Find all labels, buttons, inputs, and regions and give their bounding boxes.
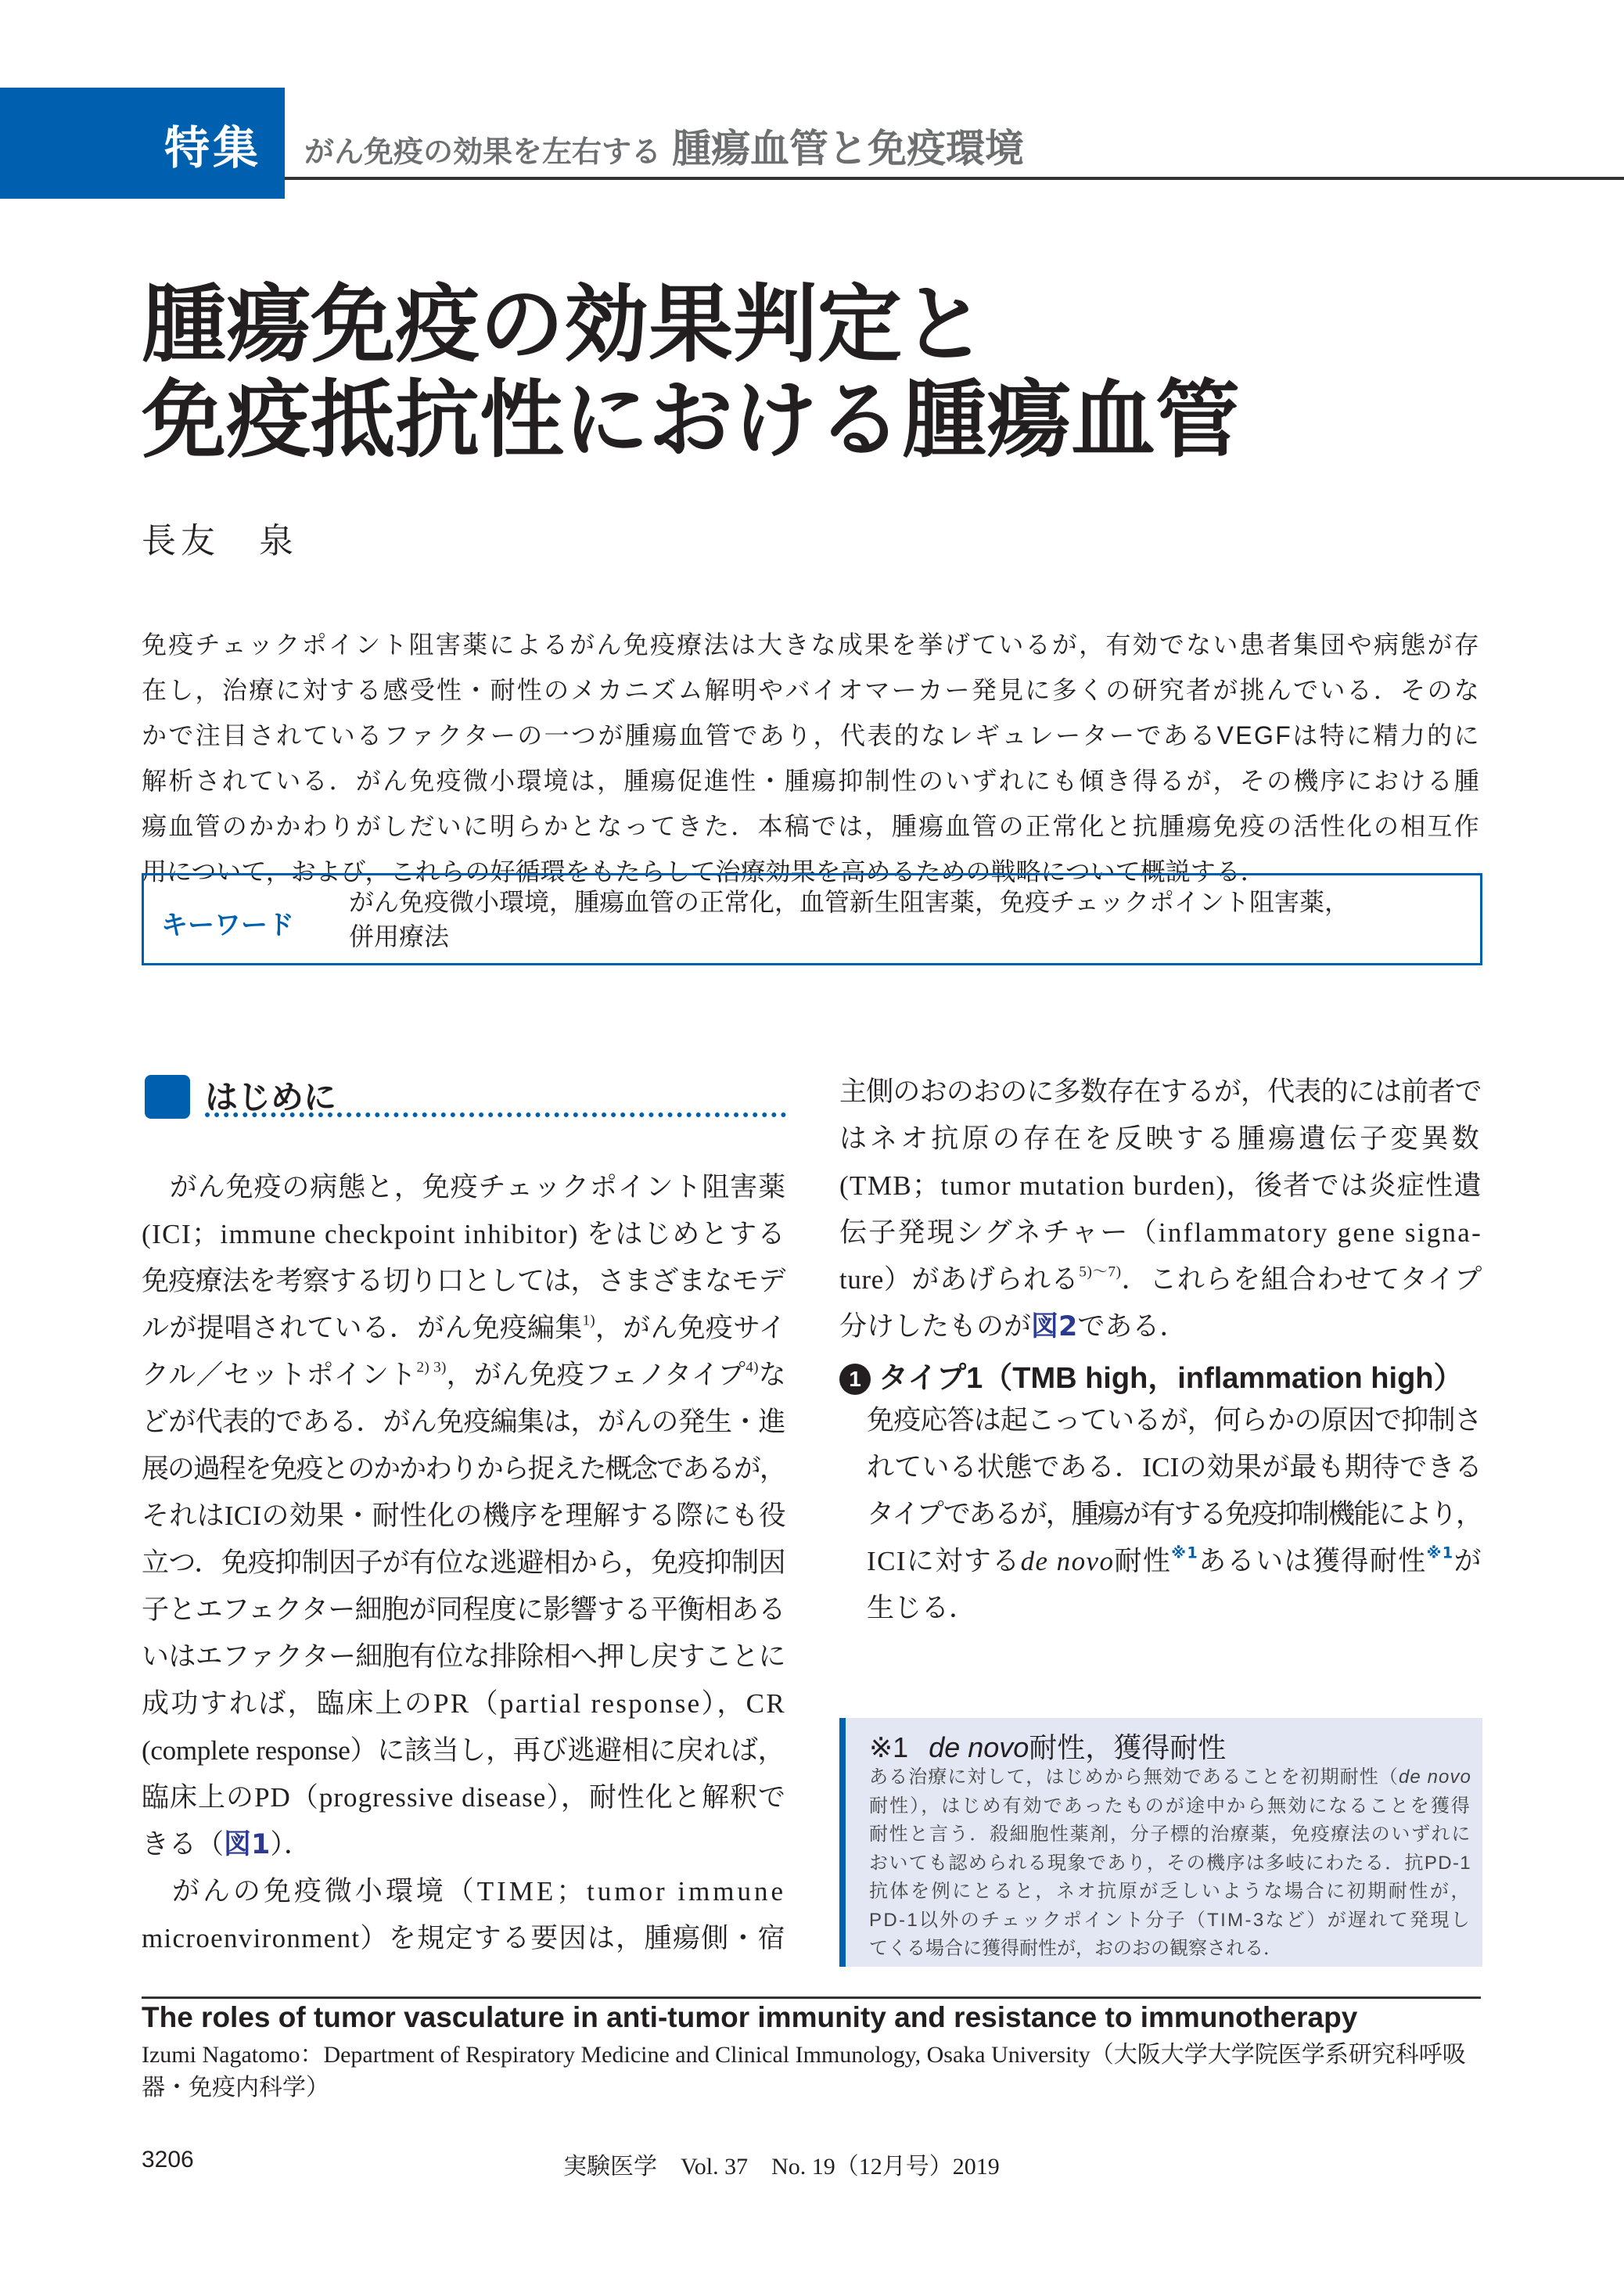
- text-segment: 生じる．: [867, 1593, 977, 1623]
- text-segment: 抗体を例にとると，ネオ抗原が乏しいような場合に初期耐性が，: [869, 1881, 1472, 1902]
- text-segment: (complete response）に該当し，再び逃避相に戻れば，: [142, 1735, 785, 1766]
- text-segment: microenvironment）を規定する要因は，腫瘍側・宿: [142, 1923, 786, 1953]
- type1-body: [867, 1397, 1482, 1632]
- page-number: 3206: [142, 2147, 194, 2173]
- text-line: [869, 1792, 1471, 1821]
- reference-superscript: 5)〜7): [1079, 1263, 1122, 1281]
- footer-rule: [142, 1996, 1481, 1999]
- english-title: The roles of tumor vasculature in anti-tumor immunity and resistance to immunotherapy: [142, 2001, 1358, 2033]
- section-heading-intro: はじめに: [205, 1078, 337, 1116]
- keywords-box: [142, 873, 1482, 965]
- text-segment: ルが提唱されている．がん免疫編集: [142, 1313, 583, 1343]
- text-line: [867, 1585, 1482, 1632]
- footnote-accent-bar: [839, 1718, 846, 1967]
- header-rule: [285, 177, 1624, 180]
- text-line: [142, 713, 1481, 758]
- text-segment: である．: [1077, 1311, 1187, 1342]
- text-segment: ．これらを組合わせてタイプ: [1121, 1264, 1482, 1295]
- text-segment: ，がん免疫フェノタイプ: [446, 1360, 746, 1390]
- article-title: [142, 278, 1240, 469]
- text-segment: 在し，治療に対する感受性・耐性のメカニズム解明やバイオマーカー発見に多くの研究者が挑んでいる．そのな: [142, 676, 1482, 704]
- reference-superscript: 1): [582, 1312, 595, 1329]
- text-line: [142, 1540, 786, 1587]
- text-segment: が: [1453, 1546, 1482, 1576]
- text-line: [142, 1399, 786, 1446]
- author: 長友 泉: [142, 521, 298, 561]
- text-segment: きる（: [142, 1829, 225, 1860]
- reference-superscript: 2) 3): [416, 1359, 447, 1376]
- text-segment: 展の過程を免疫とのかかわりから捉えた概念であるが，: [142, 1454, 785, 1484]
- text-segment: どが代表的である．がん免疫編集は，がんの発生・進: [142, 1407, 785, 1437]
- text-segment: 解析されている．がん免疫微小環境は，腫瘍促進性・腫瘍抑制性のいずれにも傾き得るが，その機序における腫: [142, 767, 1482, 795]
- title-line-2: 免疫抵抗性における腫瘍血管: [142, 372, 1241, 469]
- text-segment: かで注目されているファクターの一つが腫瘍血管であり，代表的なレギュレーターであるVEGFは特に精力的に: [142, 721, 1481, 749]
- italic-term: de novo: [1020, 1546, 1115, 1576]
- feature-band: [0, 88, 285, 199]
- text-segment: おいても認められる現象であり，その機序は多岐にわたる．抗PD-1: [869, 1852, 1472, 1874]
- text-line: [142, 667, 1481, 713]
- footnote-title: [869, 1726, 1226, 1766]
- subheading-type1: [839, 1353, 1464, 1396]
- footnote-box: [839, 1718, 1482, 1967]
- figure-reference-link[interactable]: 図2: [1031, 1311, 1078, 1342]
- text-line: [869, 1935, 1471, 1964]
- series-subtitle: がん免疫の効果を左右する: [304, 135, 662, 169]
- text-line: [142, 1164, 786, 1211]
- keywords-label: キーワード: [161, 910, 294, 941]
- note-marker: ※1: [1426, 1544, 1454, 1562]
- text-line: [867, 1397, 1482, 1444]
- footnote-title-rest: 耐性，獲得耐性: [1029, 1731, 1227, 1763]
- body-right-column: [839, 1069, 1482, 1350]
- text-segment: がん免疫の病態と，免疫チェックポイント阻害薬: [142, 1172, 787, 1202]
- text-line: [142, 1446, 786, 1493]
- text-line: [142, 1352, 786, 1399]
- text-segment: はネオ抗原の存在を反映する腫瘍遺伝子変異数: [839, 1123, 1482, 1154]
- text-line: [142, 1587, 786, 1633]
- text-segment: (ICI；immune checkpoint inhibitor) をはじめとする: [142, 1219, 786, 1249]
- body-left-column: [142, 1164, 786, 1962]
- text-segment: 臨床上のPD（progressive disease），耐性化と解釈で: [142, 1782, 787, 1813]
- text-segment: あるいは獲得耐性: [1198, 1546, 1427, 1576]
- feature-label: 特集: [163, 121, 261, 174]
- text-line: [142, 1727, 786, 1774]
- journal-citation: 実験医学 Vol. 37 No. 19（12月号）2019: [563, 2154, 1000, 2180]
- text-segment: 瘍血管のかかわりがしだいに明らかとなってきた．本稿では，腫瘍血管の正常化と抗腫瘍免疫の活性化の相互作: [142, 812, 1482, 840]
- text-line: [869, 1820, 1471, 1849]
- footnote-title-italic: de novo: [929, 1731, 1029, 1763]
- text-line: [869, 1878, 1471, 1907]
- text-segment: 耐性: [1114, 1546, 1172, 1576]
- series-title: [304, 117, 1024, 174]
- text-line: [867, 1491, 1482, 1538]
- footnote-mark: ※1: [869, 1731, 909, 1763]
- text-line: [142, 1774, 786, 1821]
- text-line: [142, 622, 1481, 667]
- text-segment: 免疫応答は起こっているが，何らかの原因で抑制さ: [867, 1405, 1482, 1436]
- text-segment: な: [758, 1360, 786, 1390]
- text-segment: 主側のおのおのに多数存在するが，代表的には前者で: [839, 1076, 1482, 1107]
- text-segment: 免疫チェックポイント阻害薬によるがん免疫療法は大きな成果を挙げているが，有効でない患者集団や病態が存: [142, 631, 1481, 659]
- text-line: [839, 1209, 1482, 1256]
- text-line: [869, 1849, 1471, 1878]
- text-segment: 免疫療法を考察する切り口としては，さまざまなモデ: [142, 1266, 785, 1296]
- text-line: [869, 1763, 1471, 1792]
- text-line: [142, 1493, 786, 1540]
- text-segment: ICIに対する: [867, 1546, 1021, 1576]
- text-line: [142, 1211, 786, 1258]
- text-segment: 耐性），はじめ有効であったものが途中から無効になることを獲得: [869, 1795, 1471, 1817]
- text-segment: 成功すれば，臨床上のPR（partial response），CR: [142, 1688, 786, 1719]
- text-segment: 子とエフェクター細胞が同程度に影響する平衡相ある: [142, 1594, 785, 1625]
- text-segment: ）．: [270, 1829, 311, 1860]
- text-line: [839, 1303, 1482, 1350]
- text-line: [142, 1633, 786, 1680]
- series-main-title: 腫瘍血管と免疫環境: [672, 126, 1025, 171]
- text-segment: 用について，および，これらの好循環をもたらして治療効果を高めるための戦略について概説する．: [142, 857, 1266, 886]
- text-line: [839, 1256, 1482, 1303]
- text-segment: がんの免疫微小環境（TIME；tumor immune: [142, 1876, 786, 1907]
- text-segment: クル／セットポイント: [142, 1360, 417, 1390]
- text-line: [142, 1680, 786, 1727]
- abstract: [142, 622, 1481, 894]
- text-segment: 伝子発現シグネチャー（inflammatory gene signa-: [839, 1217, 1482, 1248]
- italic-term: de novo: [1398, 1766, 1471, 1788]
- reference-superscript: 4): [746, 1359, 759, 1376]
- text-segment: ある治療に対して，はじめから無効であることを初期耐性（: [869, 1766, 1399, 1788]
- text-line: [142, 1868, 786, 1915]
- text-line: [839, 1163, 1482, 1209]
- figure-reference-link[interactable]: 図1: [224, 1829, 271, 1860]
- text-segment: PD-1以外のチェックポイント分子（TIM-3など）が遅れて発現し: [869, 1909, 1472, 1931]
- section-marker-icon: [145, 1075, 190, 1119]
- text-segment: れている状態である．ICIの効果が最も期待できる: [867, 1452, 1482, 1483]
- text-segment: 分けしたものが: [839, 1311, 1032, 1342]
- author-affiliation: Izumi Nagatomo：Department of Respiratory Medicine and Clinical Immunology, Osaka University（大阪大学大学院医学系研究科呼吸器・免疫内科学）: [142, 2042, 1466, 2101]
- circled-number-icon: 1: [839, 1364, 871, 1395]
- text-segment: ，がん免疫サイ: [595, 1313, 786, 1343]
- keywords-text: [349, 885, 1460, 954]
- text-segment: 立つ．免疫抑制因子が有位な逃避相から，免疫抑制因: [142, 1547, 785, 1578]
- text-line: [142, 1305, 786, 1352]
- subheading-text: タイプ1（TMB high，inflammation high）: [878, 1362, 1464, 1395]
- text-segment: それはICIの効果・耐性化の機序を理解する際にも役: [142, 1501, 786, 1531]
- text-line: [839, 1116, 1482, 1163]
- heading-dotted-rule: [205, 1112, 786, 1117]
- text-line: [142, 803, 1481, 849]
- keywords-line: 併用療法: [349, 922, 450, 951]
- footnote-body: [869, 1763, 1471, 1964]
- text-line: [867, 1538, 1482, 1585]
- text-segment: いはエファクター細胞有位な排除相へ押し戻すことに: [142, 1641, 785, 1672]
- text-segment: タイプであるが，腫瘍が有する免疫抑制機能により，: [867, 1499, 1482, 1529]
- text-segment: ture）があげられる: [839, 1264, 1080, 1295]
- text-line: [142, 758, 1481, 803]
- keywords-line: がん免疫微小環境，腫瘍血管の正常化，血管新生阻害薬，免疫チェックポイント阻害薬，: [349, 888, 1350, 916]
- text-line: [839, 1069, 1482, 1116]
- text-segment: 耐性と言う．殺細胞性薬剤，分子標的治療薬，免疫療法のいずれに: [869, 1824, 1472, 1845]
- text-segment: (TMB；tumor mutation burden)，後者では炎症性遺: [839, 1170, 1482, 1201]
- text-segment: てくる場合に獲得耐性が，おのおの観察される．: [869, 1938, 1282, 1959]
- note-marker: ※1: [1171, 1544, 1199, 1562]
- text-line: [142, 1258, 786, 1305]
- text-line: [867, 1444, 1482, 1491]
- text-line: [142, 1821, 786, 1868]
- text-line: [142, 1915, 786, 1962]
- title-line-1: 腫瘍免疫の効果判定と: [142, 276, 987, 374]
- text-line: [869, 1907, 1471, 1935]
